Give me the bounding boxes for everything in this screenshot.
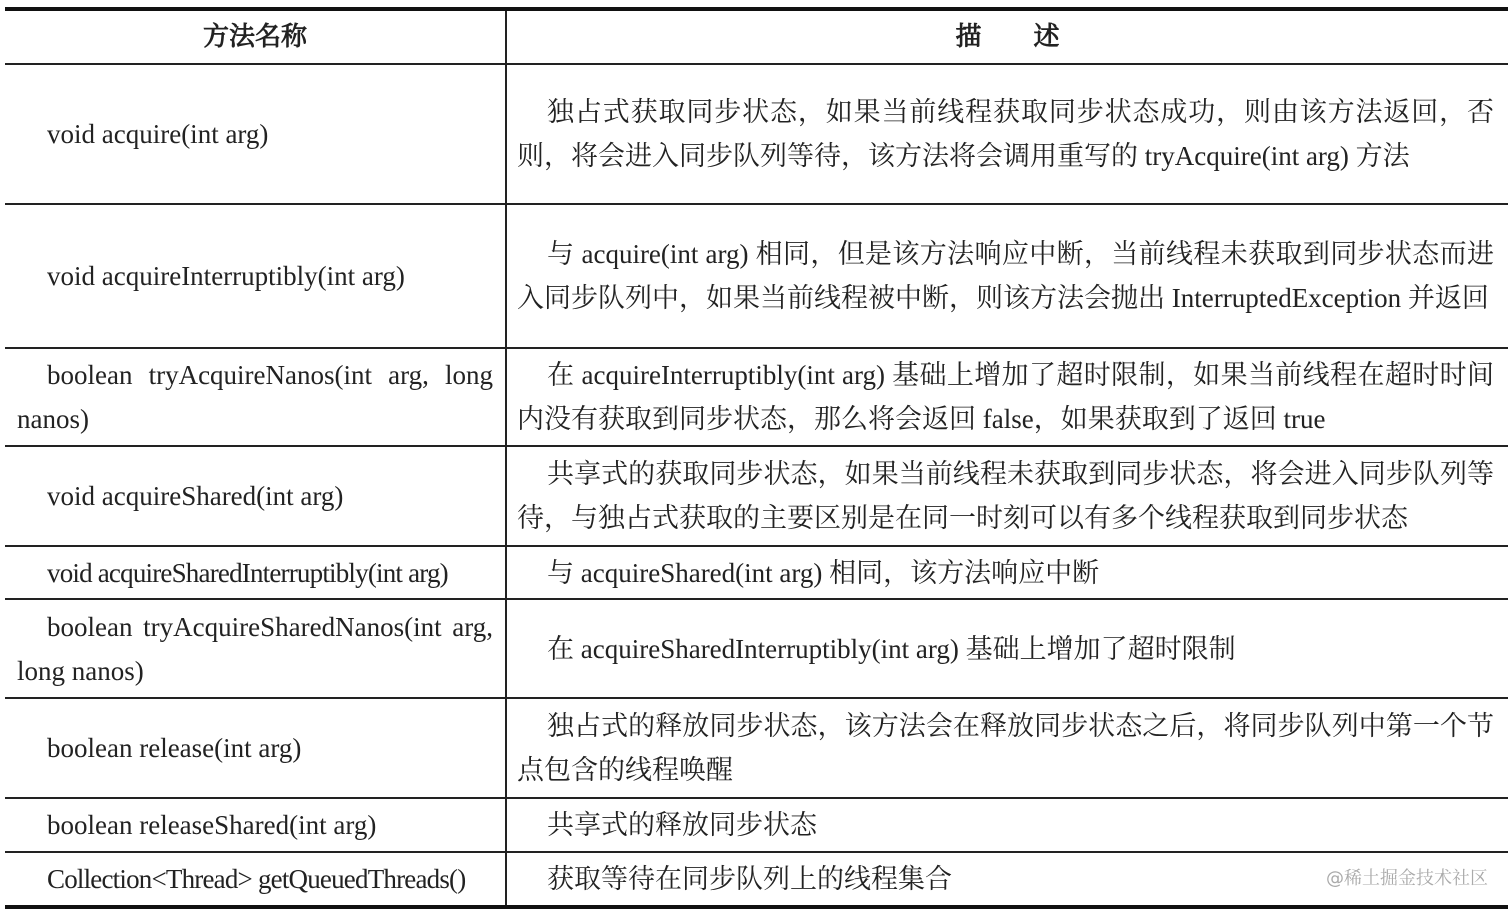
- aqs-methods-table: [5, 7, 1508, 909]
- method-cell: boolean tryAcquireSharedNanos(int arg, long nanos): [5, 599, 506, 698]
- table-row: [5, 698, 1508, 798]
- description-cell: 与 acquire(int arg) 相同，但是该方法响应中断，当前线程未获取到同步状态而进入同步队列中，如果当前线程被中断，则该方法会抛出 InterruptedException 并返回: [506, 204, 1508, 348]
- table-row: [5, 204, 1508, 348]
- description-cell: 共享式的释放同步状态: [506, 798, 1508, 852]
- method-cell: boolean release(int arg): [5, 698, 506, 798]
- table-row: [5, 546, 1508, 599]
- method-cell: boolean releaseShared(int arg): [5, 798, 506, 852]
- method-cell: Collection<Thread> getQueuedThreads(): [5, 852, 506, 907]
- table-row: [5, 852, 1508, 907]
- method-cell: void acquireInterruptibly(int arg): [5, 204, 506, 348]
- method-cell: void acquire(int arg): [5, 64, 506, 204]
- description-cell: 在 acquireSharedInterruptibly(int arg) 基础上增加了超时限制: [506, 599, 1508, 698]
- description-cell: 独占式的释放同步状态，该方法会在释放同步状态之后，将同步队列中第一个节点包含的线程唤醒: [506, 698, 1508, 798]
- description-cell: 获取等待在同步队列上的线程集合: [506, 852, 1508, 907]
- description-cell: 与 acquireShared(int arg) 相同，该方法响应中断: [506, 546, 1508, 599]
- table-row: [5, 64, 1508, 204]
- description-cell: 独占式获取同步状态，如果当前线程获取同步状态成功，则由该方法返回，否则，将会进入同步队列等待，该方法将会调用重写的 tryAcquire(int arg) 方法: [506, 64, 1508, 204]
- description-cell: 共享式的获取同步状态，如果当前线程未获取到同步状态，将会进入同步队列等待，与独占式获取的主要区别是在同一时刻可以有多个线程获取到同步状态: [506, 446, 1508, 546]
- table-row: [5, 599, 1508, 698]
- table-row: [5, 446, 1508, 546]
- table-row: [5, 798, 1508, 852]
- method-cell: boolean tryAcquireNanos(int arg, long nanos): [5, 348, 506, 446]
- method-cell: void acquireShared(int arg): [5, 446, 506, 546]
- header-method: 方法名称: [5, 9, 506, 64]
- watermark: @稀土掘金技术社区: [1326, 868, 1488, 889]
- header-description: 描 述: [506, 9, 1508, 64]
- description-cell: 在 acquireInterruptibly(int arg) 基础上增加了超时限制，如果当前线程在超时时间内没有获取到同步状态，那么将会返回 false，如果获取到了返回 true: [506, 348, 1508, 446]
- method-cell: void acquireSharedInterruptibly(int arg): [5, 546, 506, 599]
- header-row: [5, 9, 1508, 64]
- table-row: [5, 348, 1508, 446]
